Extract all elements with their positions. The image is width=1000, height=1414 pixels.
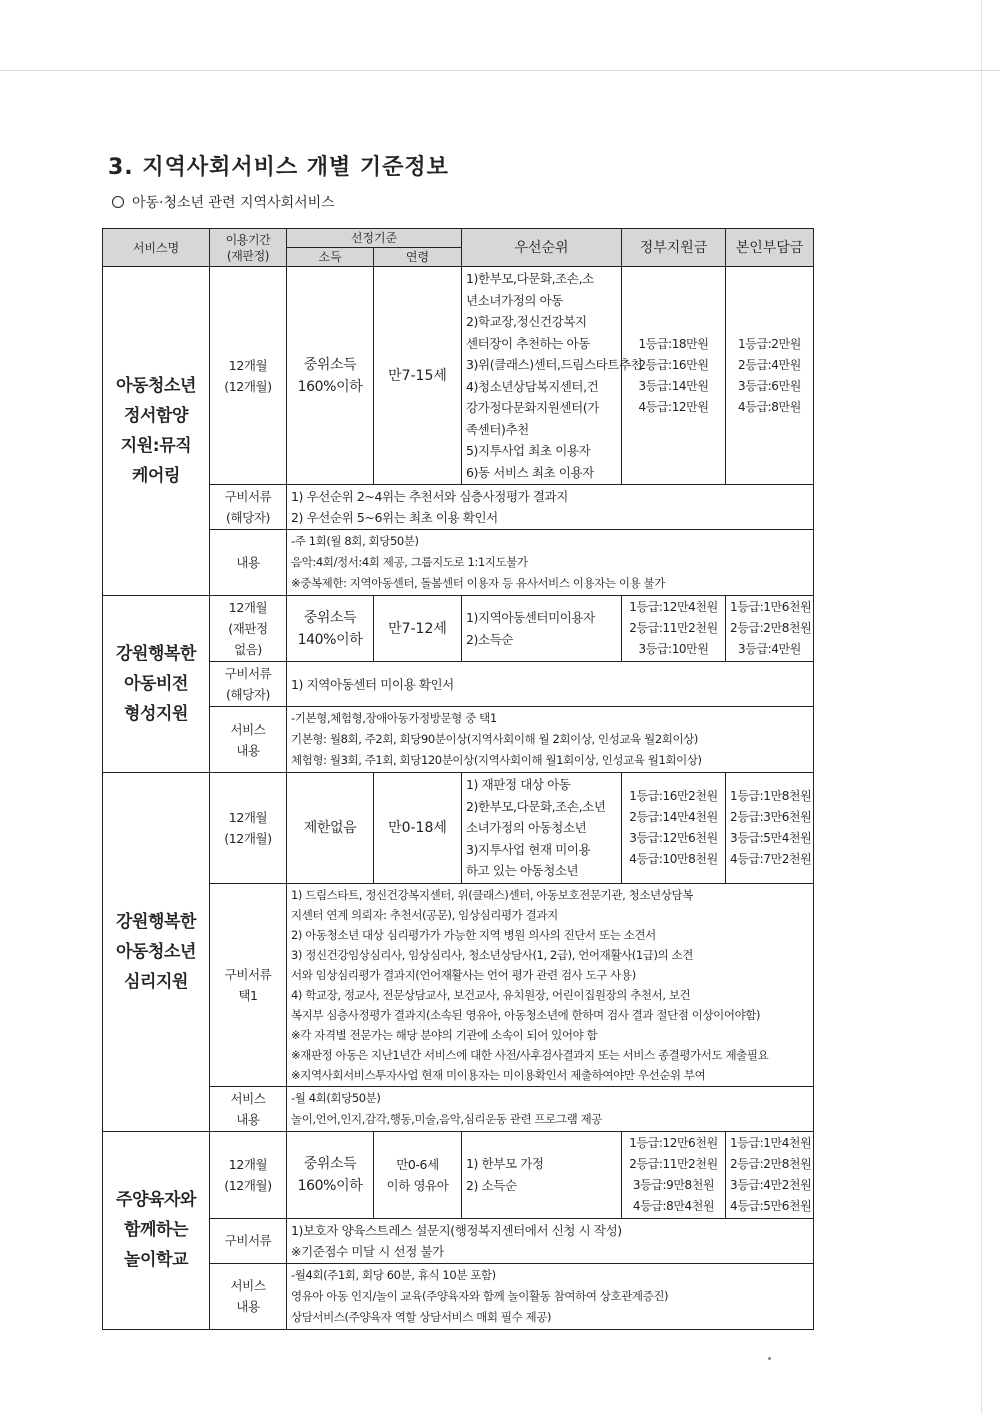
service-1-docs-label xyxy=(210,485,287,530)
service-1-age: 만7-15세 xyxy=(374,267,462,485)
text-line: (12개월) xyxy=(224,1177,272,1193)
text-line: ※중복제한: 지역아동센터, 돌봄센터 이용자 등 유사서비스 이용자는 이용 불가 xyxy=(291,576,665,590)
service-3-age: 만0-18세 xyxy=(374,773,462,884)
text-line: 아동청소년 xyxy=(115,941,197,962)
text-line: 아동청소년 xyxy=(115,376,197,396)
service-3-docs xyxy=(287,883,814,1086)
text-line: ※기준점수 미달 시 선정 불가 xyxy=(291,1243,444,1259)
text-line: 3)위(클래스)센터,드림스타트추천 xyxy=(466,357,643,372)
text-line: 중위소득 xyxy=(303,1155,357,1172)
text-line: 1등급:18만원 xyxy=(638,336,709,351)
header-gov-support: 정부지원금 xyxy=(622,229,726,267)
text-line: 서와 임상심리평가 결과지(언어재활사는 언어 평가 관련 검사 도구 사용) xyxy=(291,967,636,982)
service-4-gov-support xyxy=(622,1131,726,1218)
service-4-priority xyxy=(462,1131,622,1218)
text-line: 없음) xyxy=(234,642,262,657)
text-line: 1등급:12만6천원 xyxy=(629,1135,718,1150)
text-line: 내용 xyxy=(236,555,260,570)
service-2-content xyxy=(287,707,814,773)
text-line: (재판정 xyxy=(228,621,268,636)
header-age: 연령 xyxy=(374,248,462,267)
text-line: 형성지원 xyxy=(123,704,189,724)
service-2-priority xyxy=(462,596,622,662)
text-line: 1등급:12만4천원 xyxy=(629,600,718,614)
text-line: 함께하는 xyxy=(123,1220,189,1240)
text-line: 아동비전 xyxy=(123,674,189,694)
text-line: ※지역사회서비스투자사업 현재 미이용자는 미이용확인서 제출하여야만 우선순위 부여 xyxy=(291,1067,706,1082)
text-line: 서비스 xyxy=(230,721,266,737)
service-1-main-row xyxy=(103,267,814,485)
text-line: 140%이하 xyxy=(297,631,363,648)
text-line: 4등급:5만6천원 xyxy=(730,1198,812,1213)
service-4-period xyxy=(210,1131,287,1218)
text-line: (해당자) xyxy=(226,510,270,525)
service-4-content-label xyxy=(210,1263,287,1329)
service-2-docs-label xyxy=(210,662,287,707)
text-line: 구비서류 xyxy=(224,966,272,982)
text-line: 체험형: 월3회, 주1회, 회당120분이상(지역사회이해 월1회이상, 인성교육 월1회이상) xyxy=(291,753,702,767)
header-service-name: 서비스명 xyxy=(103,229,210,267)
text-line: 지센터 연계 의뢰자: 추천서(공문), 임상심리평가 결과지 xyxy=(291,907,558,922)
service-4-main-row xyxy=(103,1131,814,1218)
text-line: 1등급:1만6천원 xyxy=(730,600,812,614)
header-priority: 우선순위 xyxy=(462,229,622,267)
text-line: 2등급:2만8천원 xyxy=(730,1156,812,1171)
service-4-docs xyxy=(287,1218,814,1263)
service-2-gov-support xyxy=(622,596,726,662)
service-1-content xyxy=(287,530,814,596)
service-1-priority xyxy=(462,267,643,485)
text-line: ※재판정 아동은 지난1년간 서비스에 대한 사전/사후검사결과지 또는 서비스 종결평가서도 제출필요 xyxy=(291,1047,769,1062)
text-line: -주 1회(월 8회, 회당50분) xyxy=(291,534,419,548)
service-1-docs xyxy=(287,485,814,530)
text-line: 3등급:14만원 xyxy=(638,378,709,393)
service-3-content xyxy=(287,1086,814,1131)
text-line: 2)소득순 xyxy=(466,631,514,647)
service-3-main-row xyxy=(103,773,814,884)
text-line: (해당자) xyxy=(226,687,270,702)
text-line: 4등급:8만4천원 xyxy=(632,1198,715,1213)
service-1-gov-support xyxy=(622,267,726,485)
text-line: 중위소득 xyxy=(303,609,357,626)
service-2-income xyxy=(287,596,374,662)
text-line: 2) 소득순 xyxy=(466,1177,517,1193)
header-self-pay: 본인부담금 xyxy=(726,229,814,267)
service-3-self-pay xyxy=(726,773,814,884)
text-line: 구비서류 xyxy=(224,1233,272,1248)
service-2-self-pay xyxy=(726,596,814,662)
text-line: 1) 우선순위 2~4위는 추천서와 심층사정평가 결과지 xyxy=(291,489,568,504)
text-line: 심리지원 xyxy=(123,971,189,992)
text-line: 놀이,언어,인지,감각,행동,미술,음악,심리운동 관련 프로그램 제공 xyxy=(291,1111,602,1126)
text-line: 1등급:16만2천원 xyxy=(629,788,718,803)
text-line: 160%이하 xyxy=(297,1177,363,1194)
text-line: 3등급:12만6천원 xyxy=(629,830,718,845)
scan-dot xyxy=(768,1357,771,1360)
text-line: 강원행복한 xyxy=(115,911,197,932)
text-line: 복지부 심층사정평가 결과지(소속된 영유아, 아동청소년에 한하며 검사 결과 절단점 이상이어야함) xyxy=(291,1007,761,1022)
text-line: 서비스 xyxy=(230,1090,266,1106)
service-1-docs-row xyxy=(103,485,814,530)
text-line: -월4회(주1회, 회당 60분, 휴식 10분 포함) xyxy=(291,1267,496,1282)
text-line: 1) 한부모 가정 xyxy=(466,1156,544,1171)
text-line: -월 4회(회당50분) xyxy=(291,1090,381,1105)
text-line: 2등급:11만2천원 xyxy=(629,621,718,635)
text-line: 내용 xyxy=(236,742,260,758)
text-line: 1등급:1만4천원 xyxy=(730,1135,812,1150)
subtitle-text: 아동·청소년 관련 지역사회서비스 xyxy=(132,195,335,211)
service-1-name xyxy=(103,267,210,596)
text-line: 2) 우선순위 5~6위는 최초 이용 확인서 xyxy=(291,510,498,525)
page-title: 3. 지역사회서비스 개별 기준정보 xyxy=(108,155,449,180)
text-line: 4) 학교장, 정교사, 전문상담교사, 보건교사, 유치원장, 어린이집원장의 추천서, 보건 xyxy=(291,987,691,1002)
text-line: 4)청소년상담복지센터,건 xyxy=(466,378,599,394)
service-2-main-row xyxy=(103,596,814,662)
text-line: 2등급:2만8천원 xyxy=(730,621,812,635)
text-line: 2)학교장,정신건강복지 xyxy=(466,314,587,329)
text-line: 12개월 xyxy=(228,600,268,615)
text-line: 만0-6세 xyxy=(396,1156,439,1172)
service-1-self-pay xyxy=(726,267,814,485)
text-line: 강원행복한 xyxy=(115,644,197,664)
service-4-self-pay xyxy=(726,1131,814,1218)
service-2-docs xyxy=(287,662,814,707)
service-4-name xyxy=(103,1131,210,1329)
text-line: 2등급:4만원 xyxy=(738,357,801,372)
text-line: 12개월 xyxy=(228,1156,268,1172)
text-line: 족센터)추천 xyxy=(466,421,529,437)
service-1-period xyxy=(210,267,287,485)
service-4-age xyxy=(374,1131,462,1218)
service-3-priority xyxy=(462,773,622,884)
service-4-docs-row xyxy=(103,1218,814,1263)
text-line: 12개월 xyxy=(228,357,268,373)
service-2-content-label xyxy=(210,707,287,773)
service-2-period xyxy=(210,596,287,662)
text-line: 중위소득 xyxy=(303,356,357,373)
text-line: 기본형: 월8회, 주2회, 회당90분이상(지역사회이해 월 2회이상, 인성교육 월2회이상) xyxy=(291,732,698,746)
text-line: 이하 영유아 xyxy=(386,1177,449,1193)
text-line: 3등급:4만원 xyxy=(738,642,801,656)
service-3-name xyxy=(103,773,210,1132)
service-4-docs-label xyxy=(210,1218,287,1263)
text-line: 3등급:5만4천원 xyxy=(730,830,812,845)
text-line: 3등급:6만원 xyxy=(738,378,801,393)
text-line: 3등급:9만8천원 xyxy=(632,1177,715,1192)
service-3-docs-label xyxy=(210,883,287,1086)
text-line: 3) 정신건강임상심리사, 임상심리사, 청소년상담사(1, 2급), 언어재활사(1급)의 소견 xyxy=(291,947,693,962)
text-line: 영유아 아동 인지/놀이 교육(주양육자와 함께 놀이활동 참여하여 상호관계증진) xyxy=(291,1288,669,1303)
text-line: 1) 재판정 대상 아동 xyxy=(466,777,571,792)
service-2-docs-row xyxy=(103,662,814,707)
text-line: 3등급:10만원 xyxy=(638,642,709,656)
text-line: 1등급:1만8천원 xyxy=(730,788,812,803)
service-2-age: 만7-12세 xyxy=(374,596,462,662)
service-1-content-row xyxy=(103,530,814,596)
text-line: 택1 xyxy=(238,987,258,1003)
text-line: 내용 xyxy=(236,1111,260,1127)
text-line: 년소녀가정의 아동 xyxy=(466,292,563,308)
service-2-content-row xyxy=(103,707,814,773)
header-row-1 xyxy=(103,229,814,248)
text-line: 2) 아동청소년 대상 심리평가가 가능한 지역 병원 의사의 진단서 또는 소견서 xyxy=(291,927,656,942)
text-line: 2)한부모,다문화,조손,소년 xyxy=(466,798,606,814)
service-4-income xyxy=(287,1131,374,1218)
text-line: 4등급:8만원 xyxy=(738,399,801,414)
text-line: 160%이하 xyxy=(297,378,363,395)
service-2-name xyxy=(103,596,210,773)
text-line: 3등급:4만2천원 xyxy=(730,1177,812,1192)
text-line: ※각 자격별 전문가는 해당 분야의 기관에 소속이 되어 있어야 함 xyxy=(291,1027,598,1042)
text-line: -기본형,체험형,장애아동가정방문형 중 택1 xyxy=(291,711,497,725)
text-line: 2등급:3만6천원 xyxy=(730,809,812,824)
text-line: 센터장이 추천하는 아동 xyxy=(466,335,590,351)
text-line: 4등급:7만2천원 xyxy=(730,851,812,866)
text-line: 1)한부모,다문화,조손,소 xyxy=(466,271,594,286)
text-line: 서비스 xyxy=(230,1278,266,1293)
section-subtitle xyxy=(112,192,335,212)
text-line: 3)지투사업 현재 미이용 xyxy=(466,841,591,857)
right-rule xyxy=(981,0,982,1414)
text-line: 케어링 xyxy=(131,466,181,486)
header-period: 이용기간 (재판정) xyxy=(210,229,287,267)
text-line: 음악:4회/정서:4회 제공, 그룹지도로 1:1지도불가 xyxy=(291,555,528,569)
service-table xyxy=(102,228,814,1330)
text-line: 1등급:2만원 xyxy=(738,336,801,351)
circle-bullet-icon xyxy=(112,196,124,208)
text-line: 5)지투사업 최초 이용자 xyxy=(466,443,591,458)
top-rule xyxy=(0,70,1000,71)
text-line: 강가정다문화지원센터(가 xyxy=(466,400,599,415)
text-line: 구비서류 xyxy=(224,666,272,681)
text-line: 1) 드림스타트, 정신건강복지센터, 위(클래스)센터, 아동보호전문기관, 청소년상담복 xyxy=(291,887,693,902)
text-line: 하고 있는 아동청소년 xyxy=(466,863,579,878)
text-line: 정서함양 xyxy=(123,406,189,426)
service-3-income xyxy=(287,773,374,884)
text-line: 1) 지역아동센터 미이용 확인서 xyxy=(291,676,454,692)
text-line: 4등급:10만8천원 xyxy=(629,851,718,866)
service-1-content-label xyxy=(210,530,287,596)
text-line: (12개월) xyxy=(224,378,272,394)
text-line: 12개월 xyxy=(228,809,268,825)
text-line: 주양육자와 xyxy=(115,1190,197,1210)
header-income: 소득 xyxy=(287,248,374,267)
text-line: 놀이학교 xyxy=(123,1250,189,1270)
text-line: 2등급:16만원 xyxy=(638,357,709,372)
text-line: (12개월) xyxy=(224,830,272,846)
service-3-content-row xyxy=(103,1086,814,1131)
text-line: 1)보호자 양육스트레스 설문지(행정복지센터에서 신청 시 작성) xyxy=(291,1222,622,1238)
text-line: 2등급:14만4천원 xyxy=(629,809,718,824)
text-line: 1)지역아동센터미이용자 xyxy=(466,610,595,625)
text-line: 6)동 서비스 최초 이용자 xyxy=(466,464,594,480)
service-3-gov-support xyxy=(622,773,726,884)
service-1-income xyxy=(287,267,374,485)
text-line: 상담서비스(주양육자 역할 상담서비스 매회 필수 제공) xyxy=(291,1309,552,1324)
text-line: 소녀가정의 아동청소년 xyxy=(466,820,587,835)
text-line: 제한없음 xyxy=(303,819,357,836)
header-criteria: 선정기준 xyxy=(287,229,462,248)
text-line: 2등급:11만2천원 xyxy=(629,1156,718,1171)
service-4-content xyxy=(287,1263,814,1329)
service-3-docs-row xyxy=(103,883,814,1086)
service-4-content-row xyxy=(103,1263,814,1329)
service-3-period xyxy=(210,773,287,884)
service-3-content-label xyxy=(210,1086,287,1131)
text-line: 4등급:12만원 xyxy=(638,399,709,414)
text-line: 내용 xyxy=(236,1299,260,1314)
text-line: 구비서류 xyxy=(224,489,272,504)
text-line: 지원:뮤직 xyxy=(120,436,192,456)
